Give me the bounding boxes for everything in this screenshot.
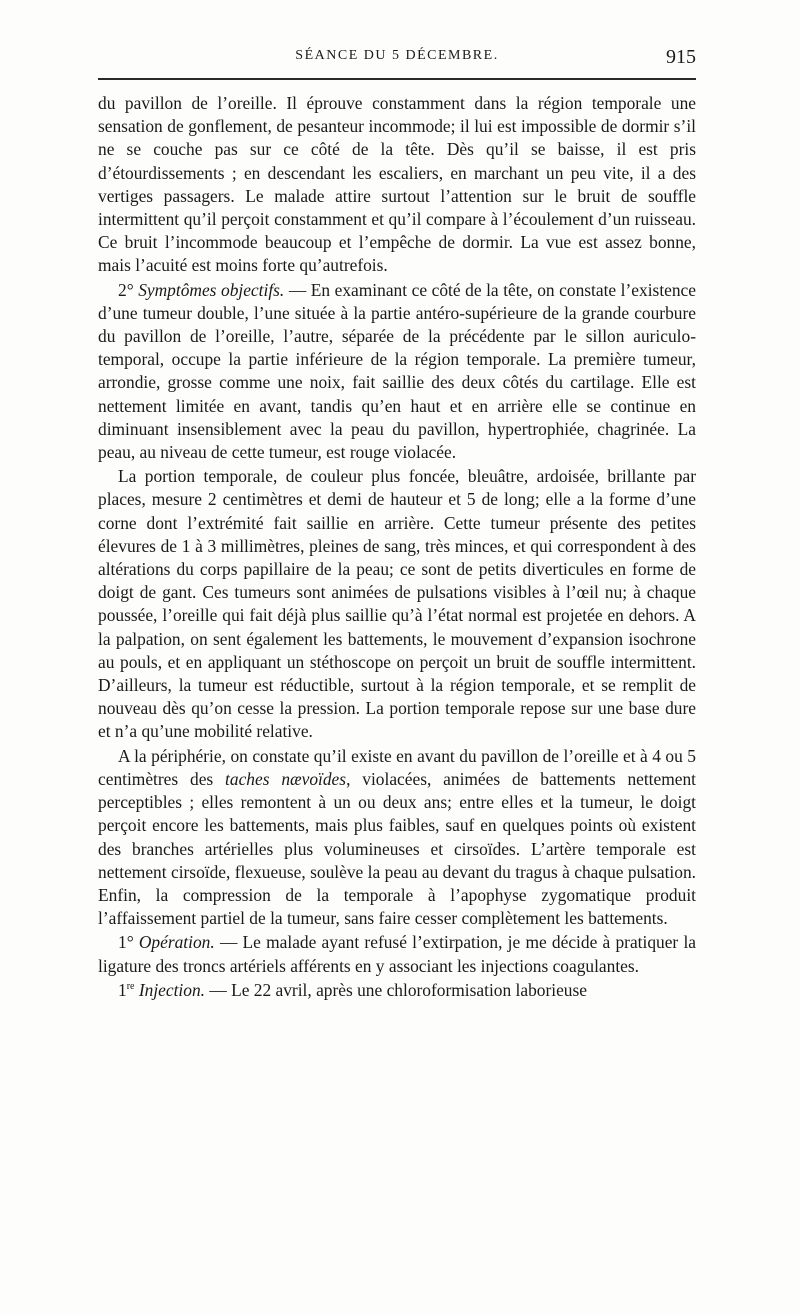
- section-title: Opération.: [138, 932, 215, 953]
- paragraph-objective-symptoms: [98, 279, 696, 465]
- paragraph-text: A la périphérie, on constate qu’il existe en avant du pavillon de l’oreille et à 4 ou 5 centimètres des: [98, 745, 696, 789]
- body-text: [98, 92, 696, 1002]
- section-number: 2°: [118, 279, 139, 300]
- paragraph-text: — Le malade ayant refusé l’extirpation, je me décide à pratiquer la ligature des troncs artériels afférents en y associant les injections coagulantes.: [98, 932, 696, 976]
- paragraph-text: , violacées, animées de battements nettement perceptibles ; elles remontent à un ou deux ans; entre elles et la tumeur, le doigt perçoit encore les battements, mais plus faibles, sauf en quelques points où existent des branches artérielles plus volumineuses et cirsoïdes. L’artère temporale est nettement cirsoïde, flexueuse, soulève la peau au devant du tragus à chaque pulsation. Enfin, la compression de la temporale à l’apophyse zygomatique produit l’affaissement partiel de la tumeur, sans faire cesser complètement les battements.: [98, 768, 697, 929]
- section-title: Injection.: [134, 979, 205, 1000]
- section-number: 1°: [118, 932, 139, 953]
- running-head: [98, 46, 696, 72]
- running-title: SÉANCE DU 5 DÉCEMBRE.: [295, 48, 499, 63]
- paragraph-temporal-portion: [98, 465, 696, 743]
- paragraph-text: du pavillon de l’oreille. Il éprouve constamment dans la région temporale une sensation de gonflement, de pesanteur incommode; il lui est impossible de dormir s’il ne se couche pas sur ce côté de la tête. Dès qu’il se baisse, il est pris d’étourdissements ; en descendant les escaliers, en marchant un peu vite, il a des vertiges passagers. Le malade attire surtout l’attention sur le bruit de souffle intermittent qu’il perçoit constamment et qu’il compare à l’écoulement d’un ruisseau. Ce bruit l’incommode beaucoup et l’empêche de dormir. La vue est assez bonne, mais l’acuité est moins forte qu’autrefois.: [98, 93, 696, 276]
- paragraph-periphery: [98, 745, 696, 931]
- paragraph-subjective-continued: [98, 92, 696, 278]
- paragraph-text: — Le 22 avril, après une chloroformisation laborieuse: [205, 979, 587, 1000]
- section-title: Symptômes objectifs.: [138, 279, 285, 300]
- paragraph-operation: [98, 931, 696, 977]
- paragraph-first-injection: [98, 979, 696, 1002]
- ordinal-superscript: re: [126, 980, 135, 992]
- paragraph-text: La portion temporale, de couleur plus foncée, bleuâtre, ardoisée, brillante par places, mesure 2 centimètres et demi de hauteur et 5 de long; elle a la forme d’une corne dont l’extrémité fait saillie en arrière. Cette tumeur présente des petites élevures de 1 à 3 millimètres, pleines de sang, très minces, et qui correspondent à des altérations du corps papillaire de la peau; ce sont de petits diverticules en forme de doigt de gant. Ces tumeurs sont animées de pulsations visibles à l’œil nu; à chaque poussée, l’oreille qui fait déjà plus saillie qu’à l’état normal est projetée en dehors. A la palpation, on sent également les battements, le mouvement d’expansion isochrone au pouls, et en appliquant un stéthoscope on perçoit un bruit de souffle intermittent. D’ailleurs, la tumeur est réductible, surtout à la région temporale, et se remplit de nouveau dès qu’on cesse la pression. La portion temporale repose sur une base dure et n’a qu’une mobilité relative.: [98, 466, 696, 742]
- paragraph-text: — En examinant ce côté de la tête, on constate l’existence d’une tumeur double, l’une située à la partie antéro-supérieure de la grande courbure du pavillon de l’oreille, l’autre, séparée de la précédente par le sillon auriculo-temporal, occupe la partie inférieure de la région temporale. La première tumeur, arrondie, grosse comme une noix, fait saillie des deux côtés du cartilage. Elle est nettement limitée en avant, tandis qu’en haut et en arrière elle se continue en diminuant insensiblement avec la peau du pavillon, hypertrophiée, chagrinée. La peau, au niveau de cette tumeur, est rouge violacée.: [98, 279, 696, 463]
- page-number: 915: [666, 46, 696, 68]
- section-number: 1: [118, 979, 127, 1000]
- italic-term: taches nævoïdes: [225, 768, 347, 789]
- header-rule: [98, 78, 696, 80]
